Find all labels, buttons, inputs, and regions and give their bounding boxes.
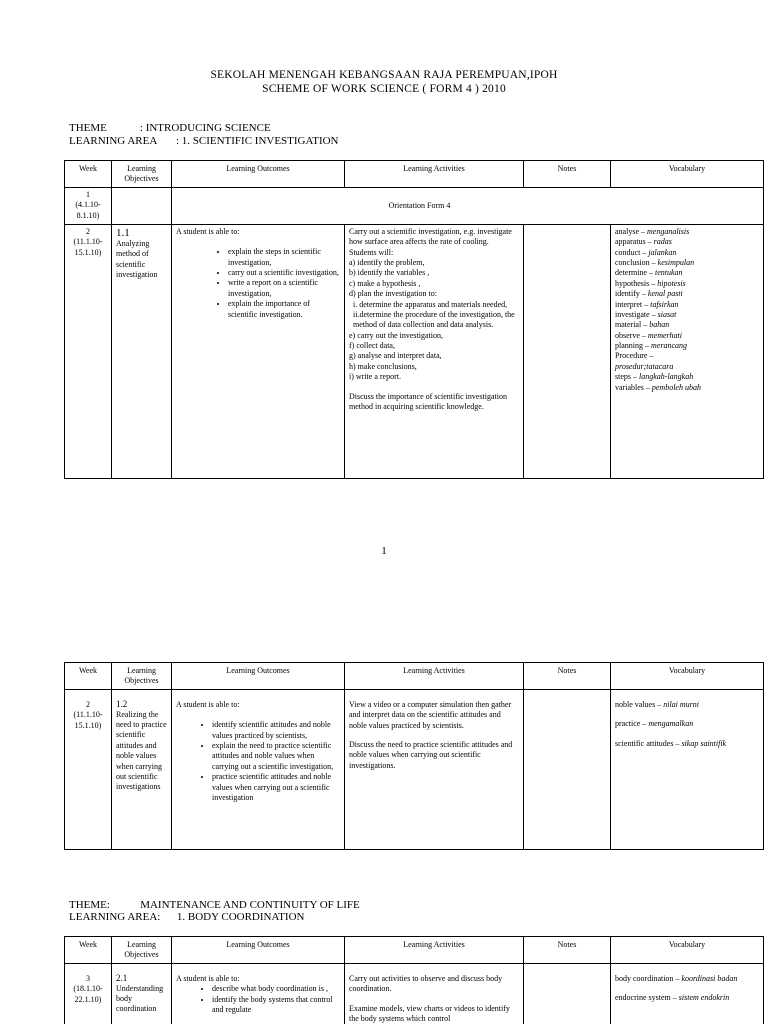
week-cell: 2 (11.1.10- 15.1.10) <box>65 689 112 849</box>
outcomes-intro: A student is able to: <box>176 226 240 236</box>
week-cell: 2 (11.1.10- 15.1.10) <box>65 224 112 478</box>
objective-number: 1.2 <box>116 698 128 709</box>
table-row <box>65 187 764 224</box>
list-item: • identify the body systems that control and regulate <box>212 995 340 1016</box>
scheme-title: SCHEME OF WORK SCIENCE ( FORM 4 ) 2010 <box>262 83 506 95</box>
col-outcomes: Learning Outcomes <box>172 937 345 964</box>
learning-area-line: LEARNING AREA: 1. BODY COORDINATION <box>69 911 305 923</box>
theme-line: THEME: MAINTENANCE AND CONTINUITY OF LIFE <box>69 899 360 911</box>
activity-line: View a video or a computer simulation then gather and interpret data on the scientific attitudes and noble values practiced by scientists. <box>349 699 512 730</box>
table-row <box>65 963 764 1024</box>
objective-number: 2.1 <box>116 972 128 983</box>
table-header-row <box>65 937 764 964</box>
list-item: • carry out a scientific investigation, <box>228 268 340 278</box>
vocab-term: practice – mengamalkan <box>615 719 694 729</box>
vocab-term: analyse – menganalisis <box>615 226 690 236</box>
activities-cell <box>345 963 524 1024</box>
scheme-table-3 <box>64 936 764 1024</box>
col-outcomes: Learning Outcomes <box>172 663 345 690</box>
page-number: 1 <box>381 545 387 557</box>
table-row <box>65 689 764 849</box>
list-item: • practice scientific attitudes and noble values when carrying out a scientific investigation <box>212 772 340 803</box>
activity-line: i) write a report. <box>349 372 401 382</box>
col-notes: Notes <box>524 663 611 690</box>
list-item: • write a report on a scientific investigation, <box>228 278 340 299</box>
theme-line: THEME : INTRODUCING SCIENCE <box>69 122 271 134</box>
col-notes: Notes <box>524 161 611 188</box>
vocabulary-cell <box>611 963 764 1024</box>
vocabulary-cell <box>611 689 764 849</box>
objective-cell <box>112 963 172 1024</box>
activity-line: b) identify the variables , <box>349 268 430 278</box>
vocab-term: conclusion – kesimpulan <box>615 257 695 267</box>
list-item: • identify scientific attitudes and noble values practiced by scientists, <box>212 720 340 741</box>
objective-number: 1.1 <box>116 226 130 239</box>
outcomes-list <box>176 247 340 320</box>
school-title: SEKOLAH MENENGAH KEBANGSAAN RAJA PEREMPUAN,IPOH <box>210 69 558 81</box>
col-outcomes: Learning Outcomes <box>172 161 345 188</box>
vocab-term: material – bahan <box>615 320 670 330</box>
col-activities: Learning Activities <box>345 663 524 690</box>
outcomes-list <box>176 720 340 803</box>
vocab-term: noble values – nilai murni <box>615 699 699 709</box>
vocab-term: conduct – jalankan <box>615 247 677 257</box>
outcomes-cell <box>172 689 345 849</box>
objective-text: Realizing the need to practice scientific attitudes and noble values when carrying out scientific investigations <box>116 709 167 792</box>
list-item: • explain the steps in scientific investigation, <box>228 247 340 268</box>
vocab-term: identify – kenal pasti <box>615 289 683 299</box>
activity-line: Carry out activities to observe and discuss body coordination. <box>349 973 503 994</box>
outcomes-intro: A student is able to: <box>176 699 240 709</box>
vocab-term: observe – memerhati <box>615 330 682 340</box>
activity-line: g) analyse and interpret data, <box>349 351 442 361</box>
orientation-cell: Orientation Form 4 <box>172 187 764 224</box>
notes-cell <box>524 963 611 1024</box>
list-item: • describe what body coordination is , <box>212 984 340 994</box>
outcomes-cell <box>172 224 345 478</box>
week-cell: 3 (18.1.10- 22.1.10) <box>65 963 112 1024</box>
activity-line: Discuss the importance of scientific investigation method in acquiring scientific knowledge. <box>349 391 507 412</box>
scheme-table-2 <box>64 662 764 850</box>
vocab-term: apparatus – radas <box>615 237 672 247</box>
vocab-term: hypothesis – hipotesis <box>615 278 686 288</box>
activity-line: ii.determine the procedure of the investigation, the method of data collection and data analysis. <box>353 309 515 330</box>
col-activities: Learning Activities <box>345 161 524 188</box>
col-objectives: Learning Objectives <box>112 663 172 690</box>
list-item: • explain the need to practice scientific attitudes and noble values when carrying out a scientific investigation, <box>212 741 340 772</box>
activity-line: i. determine the apparatus and materials needed, <box>353 299 508 309</box>
objective-cell <box>112 689 172 849</box>
col-vocabulary: Vocabulary <box>611 937 764 964</box>
vocab-term: investigate – siasat <box>615 309 677 319</box>
vocabulary-cell <box>611 224 764 478</box>
activity-line: h) make conclusions, <box>349 361 417 371</box>
activity-line: c) make a hypothesis , <box>349 278 421 288</box>
table-header-row <box>65 663 764 690</box>
activity-line: Discuss the need to practice scientific attitudes and noble values when carrying out scientific investigations. <box>349 739 513 770</box>
col-vocabulary: Vocabulary <box>611 663 764 690</box>
col-week: Week <box>65 161 112 188</box>
objective-text: Understanding body coordination <box>116 983 164 1014</box>
col-objectives: Learning Objectives <box>112 161 172 188</box>
notes-cell <box>524 224 611 478</box>
objective-cell <box>112 187 172 224</box>
vocab-term: interpret – tafsirkan <box>615 299 679 309</box>
outcomes-intro: A student is able to: <box>176 973 240 983</box>
vocab-term: variables – pemboleh ubah <box>615 382 701 392</box>
activity-line: Examine models, view charts or videos to identify the body systems which control <box>349 1003 510 1023</box>
activity-line: e) carry out the investigation, <box>349 330 443 340</box>
week-cell: 1 (4.1.10- 8.1.10) <box>65 187 112 224</box>
col-week: Week <box>65 937 112 964</box>
activities-cell <box>345 689 524 849</box>
vocab-term: prosedur;tatacara <box>615 361 674 371</box>
vocab-term: planning – merancang <box>615 341 687 351</box>
activity-line: f) collect data, <box>349 341 395 351</box>
col-notes: Notes <box>524 937 611 964</box>
vocab-term: scientific attitudes – sikap saintifik <box>615 738 727 748</box>
col-objectives: Learning Objectives <box>112 937 172 964</box>
outcomes-cell <box>172 963 345 1024</box>
vocab-term: steps – langkah-langkah <box>615 372 694 382</box>
objective-text: Analyzing method of scientific investigation <box>116 238 158 280</box>
objective-cell <box>112 224 172 478</box>
col-activities: Learning Activities <box>345 937 524 964</box>
table-row <box>65 224 764 478</box>
vocab-term: determine – tentukan <box>615 268 683 278</box>
col-vocabulary: Vocabulary <box>611 161 764 188</box>
scheme-table-1 <box>64 160 764 479</box>
vocab-term: endocrine system – sistem endokrin <box>615 993 730 1003</box>
list-item: • explain the importance of scientific investigation. <box>228 299 340 320</box>
activity-line: Students will: <box>349 247 394 257</box>
activity-line: d) plan the investigation to: <box>349 289 437 299</box>
vocab-term: Procedure – <box>615 351 654 361</box>
outcomes-list <box>176 984 340 1015</box>
col-week: Week <box>65 663 112 690</box>
activity-line: a) identify the problem, <box>349 257 425 267</box>
notes-cell <box>524 689 611 849</box>
activity-line: Carry out a scientific investigation, e.g. investigate how surface area affects the rate of cooling. <box>349 226 512 247</box>
learning-area-line: LEARNING AREA : 1. SCIENTIFIC INVESTIGATION <box>69 135 339 147</box>
vocab-term: body coordination – koordinasi badan <box>615 973 738 983</box>
activities-cell <box>345 224 524 478</box>
table-header-row <box>65 161 764 188</box>
